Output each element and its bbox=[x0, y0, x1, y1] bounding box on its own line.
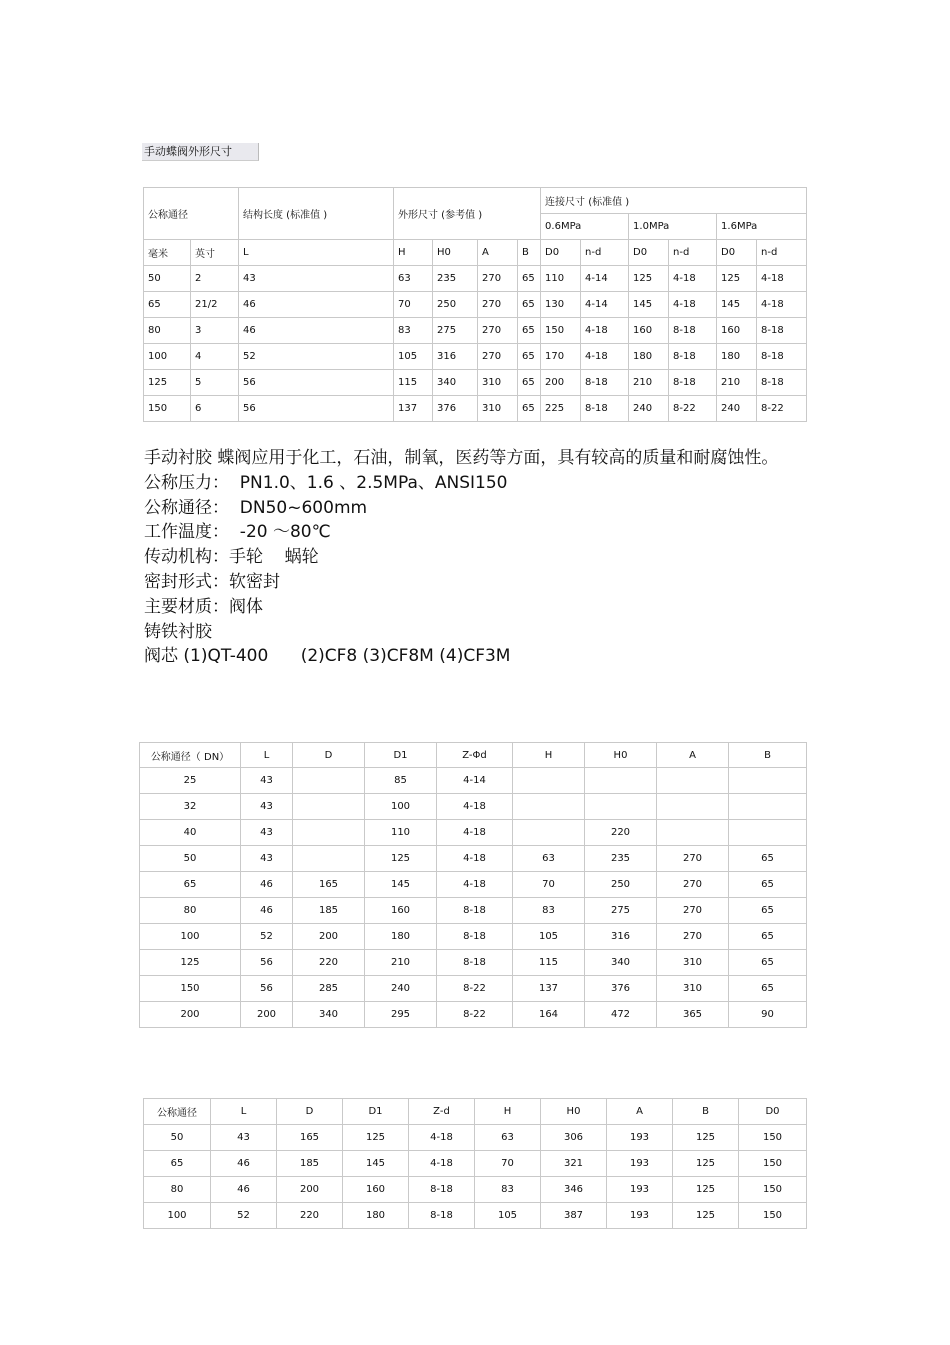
table-cell: 50 bbox=[144, 1125, 211, 1151]
table-cell: 185 bbox=[277, 1151, 343, 1177]
table-cell: 4 bbox=[191, 344, 239, 370]
table-cell: 310 bbox=[478, 396, 518, 422]
table-cell: 83 bbox=[394, 318, 433, 344]
table-cell: 8-18 bbox=[669, 318, 717, 344]
table-cell: 125 bbox=[673, 1125, 739, 1151]
table-cell bbox=[585, 794, 657, 820]
table-cell: 8-18 bbox=[581, 396, 629, 422]
table-cell bbox=[293, 794, 365, 820]
table-cell: 65 bbox=[729, 872, 807, 898]
subheader-cell: D0 bbox=[629, 240, 669, 266]
table-cell: 193 bbox=[607, 1151, 673, 1177]
table-cell: 4-18 bbox=[757, 266, 807, 292]
table-cell: 310 bbox=[657, 976, 729, 1002]
table-cell: 8-18 bbox=[437, 898, 513, 924]
table-cell: 125 bbox=[144, 370, 191, 396]
column-header: A bbox=[607, 1099, 673, 1125]
table-cell: 65 bbox=[518, 344, 541, 370]
table-cell: 4-18 bbox=[437, 794, 513, 820]
table-cell: 56 bbox=[239, 370, 394, 396]
table-cell: 8-18 bbox=[669, 344, 717, 370]
table-cell: 193 bbox=[607, 1203, 673, 1229]
table-cell: 240 bbox=[365, 976, 437, 1002]
table-cell: 137 bbox=[513, 976, 585, 1002]
table-cell: 125 bbox=[673, 1203, 739, 1229]
table-cell bbox=[293, 768, 365, 794]
table-cell bbox=[293, 820, 365, 846]
table-cell bbox=[729, 820, 807, 846]
table-cell: 164 bbox=[513, 1002, 585, 1028]
table-cell: 25 bbox=[140, 768, 241, 794]
table-cell: 316 bbox=[585, 924, 657, 950]
table-cell: 270 bbox=[657, 872, 729, 898]
table-cell: 4-18 bbox=[409, 1151, 475, 1177]
table-cell: 125 bbox=[343, 1125, 409, 1151]
table-cell: 340 bbox=[585, 950, 657, 976]
table-cell: 145 bbox=[343, 1151, 409, 1177]
table-cell: 52 bbox=[239, 344, 394, 370]
table-cell: 150 bbox=[140, 976, 241, 1002]
table-cell: 4-14 bbox=[581, 292, 629, 318]
table-cell: 310 bbox=[657, 950, 729, 976]
body-material: 铸铁衬胶 bbox=[144, 621, 212, 642]
table-header-row bbox=[140, 743, 807, 768]
table-row bbox=[144, 370, 807, 396]
subheader-cell: n-d bbox=[669, 240, 717, 266]
table-cell: 100 bbox=[144, 1203, 211, 1229]
table-cell: 220 bbox=[277, 1203, 343, 1229]
product-description bbox=[144, 446, 794, 669]
table-cell: 240 bbox=[717, 396, 757, 422]
table-cell: 32 bbox=[140, 794, 241, 820]
nominal-pressure: 公称压力： PN1.0、1.6 、2.5MPa、ANSI150 bbox=[144, 472, 508, 493]
table-cell: 56 bbox=[241, 976, 293, 1002]
table-row bbox=[144, 1203, 807, 1229]
table-cell: 235 bbox=[433, 266, 478, 292]
table-cell: 65 bbox=[729, 976, 807, 1002]
table-cell: 275 bbox=[585, 898, 657, 924]
header-connection: 连接尺寸 (标准值 ) bbox=[541, 188, 807, 214]
table-cell: 8-22 bbox=[437, 976, 513, 1002]
table-cell: 125 bbox=[673, 1151, 739, 1177]
column-header: H bbox=[513, 743, 585, 768]
table-cell: 80 bbox=[144, 318, 191, 344]
table-cell: 46 bbox=[211, 1151, 277, 1177]
table-cell: 145 bbox=[365, 872, 437, 898]
table-cell: 70 bbox=[475, 1151, 541, 1177]
subheader-cell: H0 bbox=[433, 240, 478, 266]
table-row bbox=[140, 820, 807, 846]
table-cell: 8-18 bbox=[409, 1203, 475, 1229]
column-header: D0 bbox=[739, 1099, 807, 1125]
table-row bbox=[144, 396, 807, 422]
table-cell: 40 bbox=[140, 820, 241, 846]
table-cell: 125 bbox=[140, 950, 241, 976]
column-header: 公称通径 bbox=[144, 1099, 211, 1125]
table-cell: 110 bbox=[365, 820, 437, 846]
table-cell: 270 bbox=[478, 292, 518, 318]
table-row bbox=[140, 898, 807, 924]
table-row bbox=[144, 1151, 807, 1177]
table-cell: 125 bbox=[365, 846, 437, 872]
table-cell: 316 bbox=[433, 344, 478, 370]
table-cell: 145 bbox=[717, 292, 757, 318]
dimensions-table-3 bbox=[143, 1098, 807, 1229]
table-row bbox=[140, 924, 807, 950]
table-cell: 65 bbox=[144, 292, 191, 318]
table-cell: 46 bbox=[241, 872, 293, 898]
table-cell: 63 bbox=[475, 1125, 541, 1151]
table-cell: 4-18 bbox=[581, 318, 629, 344]
table-cell: 472 bbox=[585, 1002, 657, 1028]
table-cell: 270 bbox=[657, 846, 729, 872]
header-pressure-1: 0.6MPa bbox=[541, 214, 629, 240]
dimensions-table-2 bbox=[139, 742, 807, 1028]
header-length: 结构长度 (标准值 ) bbox=[239, 188, 394, 240]
table-cell: 200 bbox=[241, 1002, 293, 1028]
table-row bbox=[140, 794, 807, 820]
table-cell: 4-18 bbox=[437, 872, 513, 898]
table-cell: 65 bbox=[729, 924, 807, 950]
table-cell: 130 bbox=[541, 292, 581, 318]
table-cell: 65 bbox=[729, 950, 807, 976]
dimensions-table-1 bbox=[143, 187, 807, 422]
table-cell: 70 bbox=[513, 872, 585, 898]
table-cell: 387 bbox=[541, 1203, 607, 1229]
table-cell: 8-18 bbox=[409, 1177, 475, 1203]
table-cell: 220 bbox=[585, 820, 657, 846]
column-header: H0 bbox=[585, 743, 657, 768]
subheader-cell: H bbox=[394, 240, 433, 266]
table-cell: 8-18 bbox=[757, 344, 807, 370]
subheader-cell: 毫米 bbox=[144, 240, 191, 266]
table-cell: 4-18 bbox=[669, 292, 717, 318]
table-cell: 180 bbox=[629, 344, 669, 370]
table-cell: 83 bbox=[475, 1177, 541, 1203]
table-cell: 43 bbox=[211, 1125, 277, 1151]
table-cell: 4-14 bbox=[437, 768, 513, 794]
table-cell: 376 bbox=[433, 396, 478, 422]
table-cell: 43 bbox=[239, 266, 394, 292]
table-row bbox=[144, 1125, 807, 1151]
table-cell: 115 bbox=[513, 950, 585, 976]
table-cell: 150 bbox=[739, 1203, 807, 1229]
table-cell: 8-18 bbox=[669, 370, 717, 396]
column-header: B bbox=[729, 743, 807, 768]
table-header-row bbox=[144, 1099, 807, 1125]
table-cell: 90 bbox=[729, 1002, 807, 1028]
table-cell: 65 bbox=[144, 1151, 211, 1177]
table-cell: 8-18 bbox=[437, 950, 513, 976]
table-cell: 145 bbox=[629, 292, 669, 318]
table-cell: 125 bbox=[717, 266, 757, 292]
table-cell: 46 bbox=[241, 898, 293, 924]
table-cell bbox=[729, 768, 807, 794]
table-cell: 52 bbox=[241, 924, 293, 950]
table-cell: 63 bbox=[394, 266, 433, 292]
table-cell: 160 bbox=[717, 318, 757, 344]
table-cell: 225 bbox=[541, 396, 581, 422]
table-cell: 193 bbox=[607, 1177, 673, 1203]
table-cell: 240 bbox=[629, 396, 669, 422]
table-cell: 105 bbox=[475, 1203, 541, 1229]
subheader-cell: B bbox=[518, 240, 541, 266]
table-cell: 160 bbox=[343, 1177, 409, 1203]
table-cell: 65 bbox=[140, 872, 241, 898]
table-cell: 150 bbox=[739, 1125, 807, 1151]
table-cell: 150 bbox=[144, 396, 191, 422]
table-row bbox=[140, 1002, 807, 1028]
table-cell: 52 bbox=[211, 1203, 277, 1229]
table-cell: 346 bbox=[541, 1177, 607, 1203]
table-cell: 115 bbox=[394, 370, 433, 396]
table-cell: 200 bbox=[293, 924, 365, 950]
header-pressure-3: 1.6MPa bbox=[717, 214, 807, 240]
table-cell: 65 bbox=[729, 898, 807, 924]
table-cell: 2 bbox=[191, 266, 239, 292]
table-cell: 70 bbox=[394, 292, 433, 318]
column-header: H0 bbox=[541, 1099, 607, 1125]
nominal-diameter: 公称通径： DN50~600mm bbox=[144, 497, 368, 518]
table-cell bbox=[657, 768, 729, 794]
table-cell: 65 bbox=[518, 318, 541, 344]
column-header: L bbox=[241, 743, 293, 768]
header-pressure-2: 1.0MPa bbox=[629, 214, 717, 240]
table-cell: 65 bbox=[518, 396, 541, 422]
table-cell: 43 bbox=[241, 768, 293, 794]
table-cell: 125 bbox=[629, 266, 669, 292]
column-header: D1 bbox=[343, 1099, 409, 1125]
table-cell: 65 bbox=[518, 266, 541, 292]
column-header: A bbox=[657, 743, 729, 768]
table-cell: 193 bbox=[607, 1125, 673, 1151]
table-cell: 200 bbox=[140, 1002, 241, 1028]
table-cell: 185 bbox=[293, 898, 365, 924]
column-header: D bbox=[293, 743, 365, 768]
table-cell: 4-18 bbox=[669, 266, 717, 292]
table-cell: 43 bbox=[241, 846, 293, 872]
table-cell: 63 bbox=[513, 846, 585, 872]
table-cell: 8-22 bbox=[669, 396, 717, 422]
table-cell: 220 bbox=[293, 950, 365, 976]
table-cell: 4-18 bbox=[581, 344, 629, 370]
table-cell: 200 bbox=[277, 1177, 343, 1203]
table-row bbox=[144, 318, 807, 344]
table-cell: 365 bbox=[657, 1002, 729, 1028]
table-cell: 80 bbox=[144, 1177, 211, 1203]
description-text: 手动衬胶 蝶阀应用于化工，石油，制氧，医药等方面，具有较高的质量和耐腐蚀性。 bbox=[144, 448, 779, 468]
table-row bbox=[140, 846, 807, 872]
table-cell: 4-18 bbox=[757, 292, 807, 318]
table-cell: 125 bbox=[673, 1177, 739, 1203]
table-cell: 235 bbox=[585, 846, 657, 872]
table-cell: 270 bbox=[478, 318, 518, 344]
table-cell: 100 bbox=[140, 924, 241, 950]
table-cell: 170 bbox=[541, 344, 581, 370]
table-cell: 56 bbox=[239, 396, 394, 422]
table-cell: 250 bbox=[433, 292, 478, 318]
table-row bbox=[140, 872, 807, 898]
table-cell: 8-22 bbox=[437, 1002, 513, 1028]
seal-type: 密封形式：软密封 bbox=[144, 571, 280, 592]
table-row bbox=[144, 292, 807, 318]
table-cell bbox=[293, 846, 365, 872]
table-cell: 56 bbox=[241, 950, 293, 976]
table-cell: 105 bbox=[394, 344, 433, 370]
table-cell: 65 bbox=[518, 292, 541, 318]
table-cell: 285 bbox=[293, 976, 365, 1002]
table-cell: 65 bbox=[518, 370, 541, 396]
table-row bbox=[144, 1177, 807, 1203]
table-cell: 6 bbox=[191, 396, 239, 422]
table-cell: 295 bbox=[365, 1002, 437, 1028]
table-cell: 376 bbox=[585, 976, 657, 1002]
table-cell: 8-18 bbox=[581, 370, 629, 396]
table-cell: 50 bbox=[144, 266, 191, 292]
column-header: H bbox=[475, 1099, 541, 1125]
header-nominal: 公称通径 bbox=[144, 188, 239, 240]
table-cell bbox=[657, 794, 729, 820]
table-cell: 43 bbox=[241, 794, 293, 820]
subheader-cell: D0 bbox=[541, 240, 581, 266]
table-cell: 275 bbox=[433, 318, 478, 344]
table-row bbox=[140, 950, 807, 976]
table-cell: 165 bbox=[293, 872, 365, 898]
table-cell: 46 bbox=[239, 318, 394, 344]
column-header: 公称通径（ DN） bbox=[140, 743, 241, 768]
table-cell: 270 bbox=[478, 266, 518, 292]
table-cell: 65 bbox=[729, 846, 807, 872]
table-cell bbox=[513, 794, 585, 820]
table-cell: 200 bbox=[541, 370, 581, 396]
table-cell: 8-22 bbox=[757, 396, 807, 422]
table-cell bbox=[585, 768, 657, 794]
subheader-row bbox=[144, 240, 807, 266]
subheader-cell: 英寸 bbox=[191, 240, 239, 266]
table-cell bbox=[513, 768, 585, 794]
table-cell: 250 bbox=[585, 872, 657, 898]
table-row bbox=[140, 768, 807, 794]
table-cell: 3 bbox=[191, 318, 239, 344]
working-temperature: 工作温度： -20 ～80℃ bbox=[144, 522, 331, 543]
subheader-cell: L bbox=[239, 240, 394, 266]
table-cell: 165 bbox=[277, 1125, 343, 1151]
table-cell: 210 bbox=[629, 370, 669, 396]
core-material: 阀芯 (1)QT-400 (2)CF8 (3)CF8M (4)CF3M bbox=[144, 646, 511, 667]
table-cell bbox=[513, 820, 585, 846]
table-cell: 100 bbox=[365, 794, 437, 820]
table-cell: 105 bbox=[513, 924, 585, 950]
table-cell: 270 bbox=[657, 898, 729, 924]
table-cell: 160 bbox=[365, 898, 437, 924]
table-cell: 180 bbox=[365, 924, 437, 950]
table-cell: 4-18 bbox=[409, 1125, 475, 1151]
table-cell: 8-18 bbox=[757, 318, 807, 344]
table-cell: 85 bbox=[365, 768, 437, 794]
table-cell: 43 bbox=[241, 820, 293, 846]
table-cell bbox=[657, 820, 729, 846]
table-cell: 110 bbox=[541, 266, 581, 292]
table-cell: 46 bbox=[239, 292, 394, 318]
column-header: D1 bbox=[365, 743, 437, 768]
table-cell: 8-18 bbox=[437, 924, 513, 950]
table-cell: 150 bbox=[739, 1177, 807, 1203]
subheader-cell: n-d bbox=[581, 240, 629, 266]
table-cell: 321 bbox=[541, 1151, 607, 1177]
table-cell: 180 bbox=[717, 344, 757, 370]
table-cell: 270 bbox=[478, 344, 518, 370]
table-cell: 21/2 bbox=[191, 292, 239, 318]
table-cell: 4-18 bbox=[437, 846, 513, 872]
table-cell: 100 bbox=[144, 344, 191, 370]
table-cell: 340 bbox=[433, 370, 478, 396]
table-cell: 83 bbox=[513, 898, 585, 924]
table-cell: 80 bbox=[140, 898, 241, 924]
column-header: B bbox=[673, 1099, 739, 1125]
main-material: 主要材质：阀体 bbox=[144, 596, 263, 617]
section-title: 手动蝶阀外形尺寸 bbox=[142, 143, 259, 161]
table-cell: 50 bbox=[140, 846, 241, 872]
column-header: L bbox=[211, 1099, 277, 1125]
table-cell: 137 bbox=[394, 396, 433, 422]
table-cell: 4-14 bbox=[581, 266, 629, 292]
table-cell: 180 bbox=[343, 1203, 409, 1229]
table-row bbox=[140, 976, 807, 1002]
subheader-cell: A bbox=[478, 240, 518, 266]
subheader-cell: D0 bbox=[717, 240, 757, 266]
table-cell: 150 bbox=[739, 1151, 807, 1177]
table-cell: 4-18 bbox=[437, 820, 513, 846]
drive-mechanism: 传动机构：手轮 蜗轮 bbox=[144, 547, 319, 568]
table-cell: 150 bbox=[541, 318, 581, 344]
table-cell: 5 bbox=[191, 370, 239, 396]
table-cell: 340 bbox=[293, 1002, 365, 1028]
table-cell: 210 bbox=[365, 950, 437, 976]
table-cell: 46 bbox=[211, 1177, 277, 1203]
table-cell bbox=[729, 794, 807, 820]
subheader-cell: n-d bbox=[757, 240, 807, 266]
column-header: Z-Φd bbox=[437, 743, 513, 768]
table-cell: 306 bbox=[541, 1125, 607, 1151]
table-cell: 270 bbox=[657, 924, 729, 950]
header-outer: 外形尺寸 (参考值 ) bbox=[394, 188, 541, 240]
column-header: D bbox=[277, 1099, 343, 1125]
table-cell: 160 bbox=[629, 318, 669, 344]
table-cell: 210 bbox=[717, 370, 757, 396]
table-row bbox=[144, 266, 807, 292]
table-cell: 8-18 bbox=[757, 370, 807, 396]
column-header: Z-d bbox=[409, 1099, 475, 1125]
table-row bbox=[144, 344, 807, 370]
table-cell: 310 bbox=[478, 370, 518, 396]
